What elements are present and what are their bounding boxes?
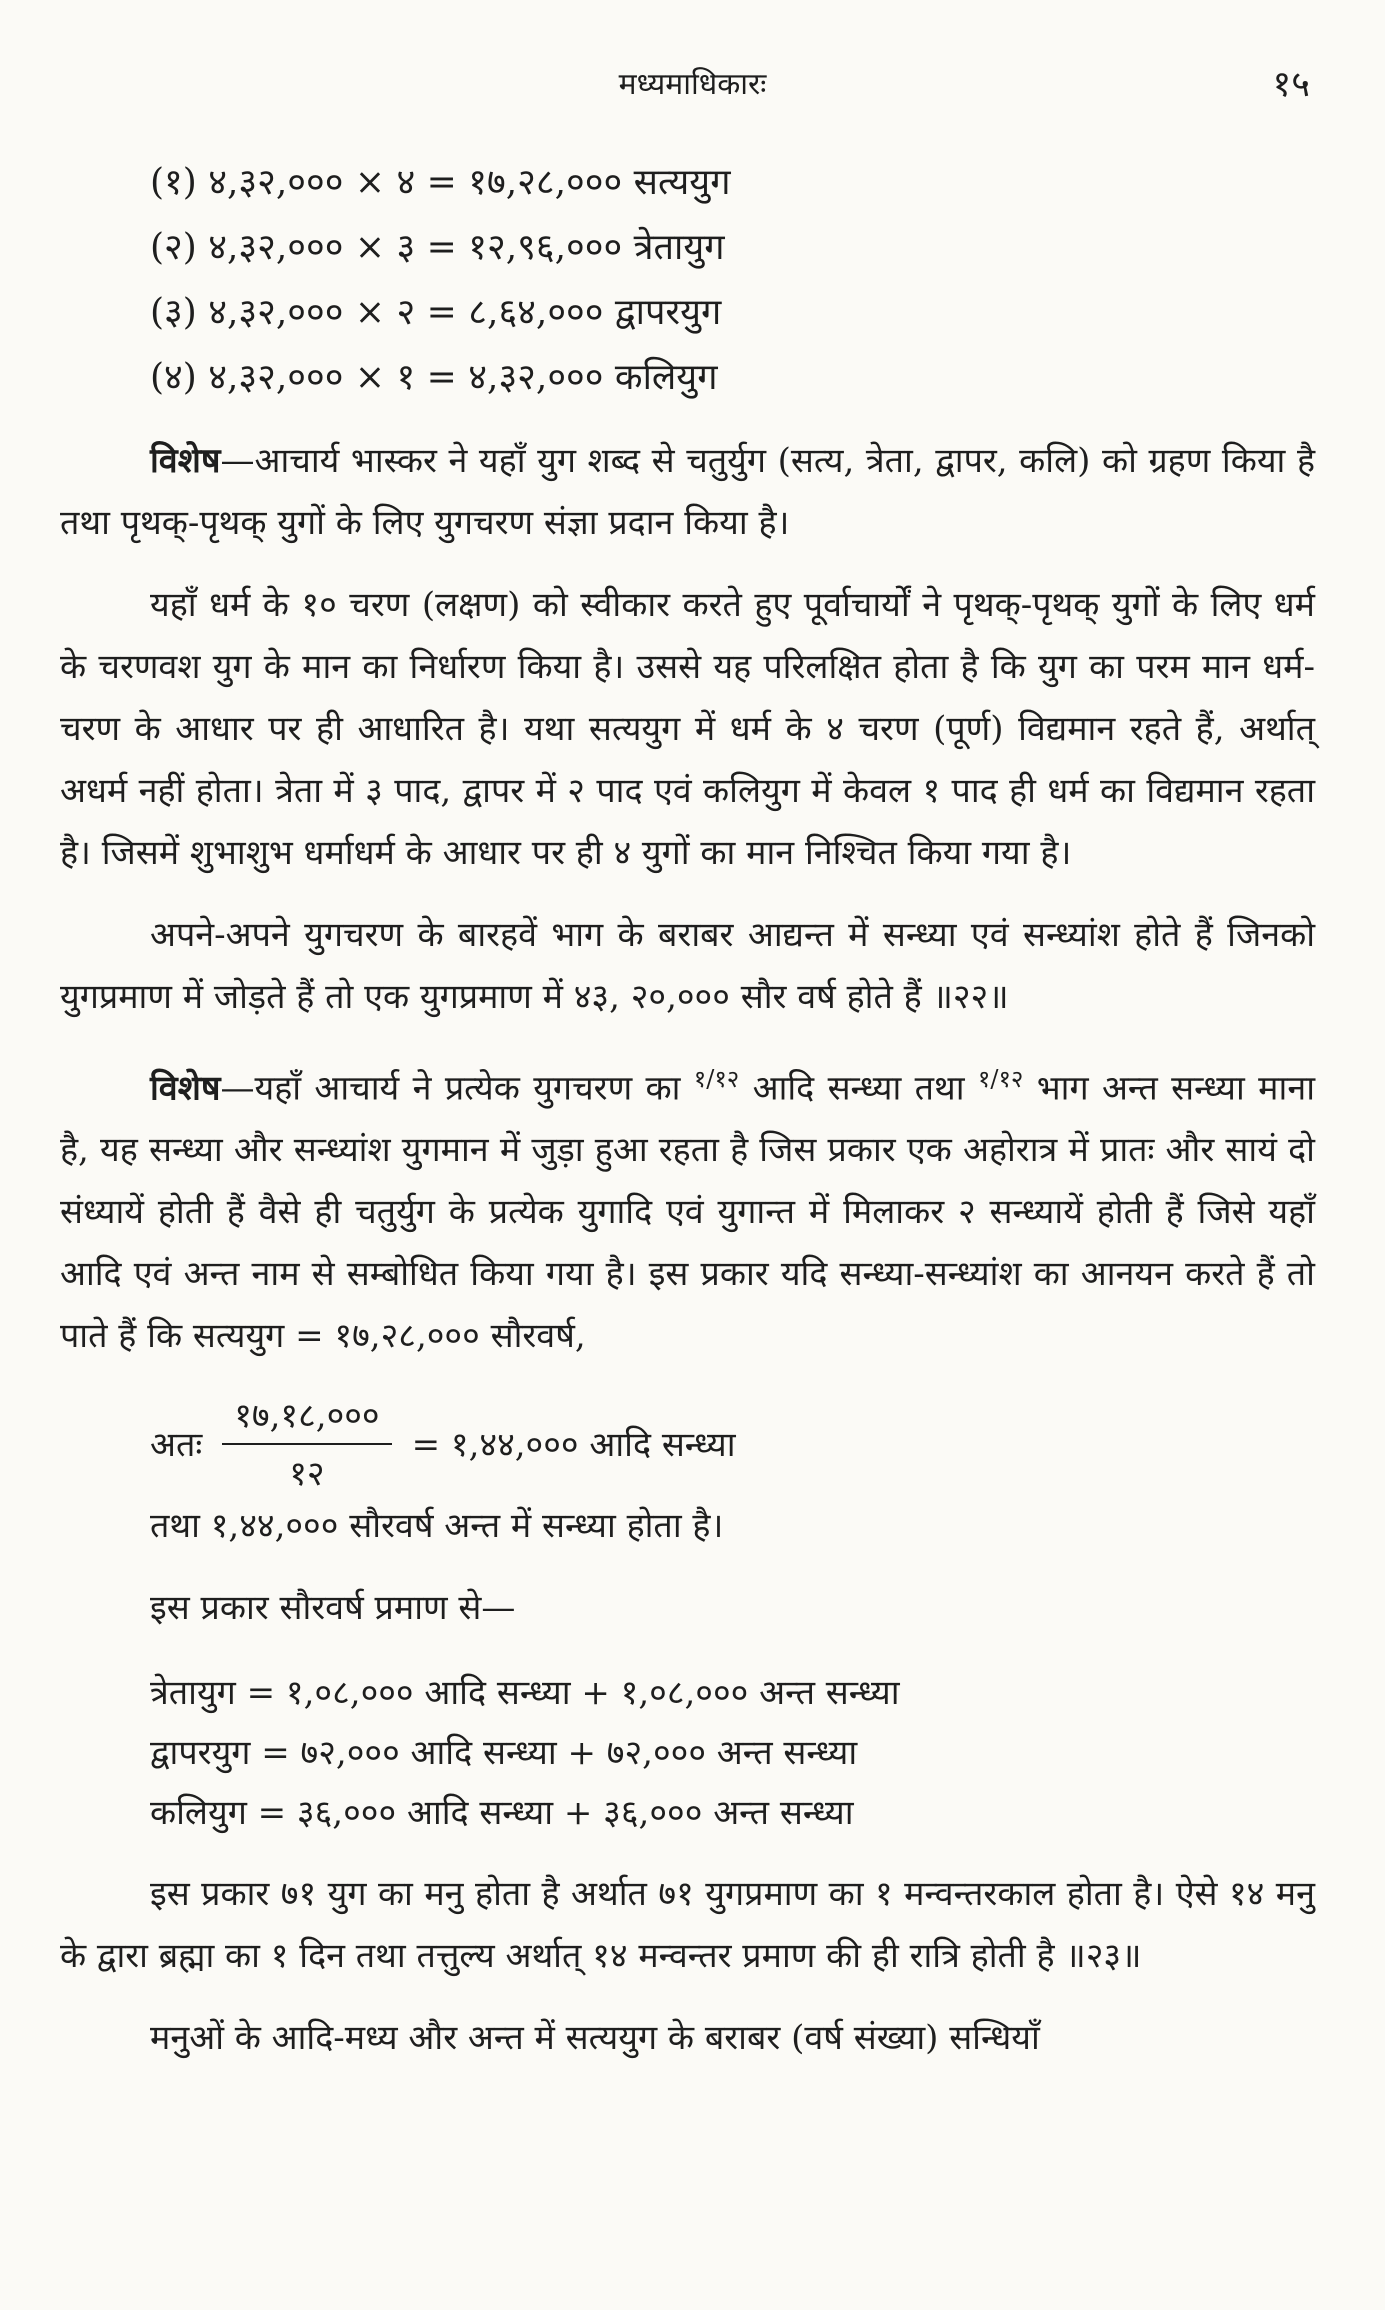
equation-line: (४) ४,३२,००० × १ = ४,३२,००० कलियुग [150,357,718,398]
fraction-denominator: १२ [289,1454,325,1495]
fraction-inline: १/१२ [693,1065,740,1093]
fraction-label: अतः [150,1425,203,1466]
paragraph-text: भाग अन्त सन्ध्या माना है, यह सन्ध्या और सन्ध्यांश युगमान में जुड़ा हुआ रहता है जिस प्रकार एक अहोरात्र में प्रातः और सायं दो संध्यायें होती हैं वैसे ही चतुर्युग के प्रत्येक युगादि एवं युगान्त में मिलाकर २ सन्ध्यायें होती हैं जिसे यहाँ आदि एवं अन्त नाम से सम्बोधित किया गया है। इस प्रकार यदि सन्ध्या-सन्ध्यांश का आनयन करते हैं तो पाते हैं कि सत्ययुग = १७,२८,००० सौरवर्ष, [60,1068,1315,1357]
paragraph-sandhya: अपने-अपने युगचरण के बारहवें भाग के बराबर आद्यन्त में सन्ध्या एवं सन्ध्यांश होते हैं जिनको युगप्रमाण में जोड़ते हैं तो एक युगप्रमाण में ४३, २०,००० सौर वर्ष होते हैं ॥२२॥ [60,915,1315,1017]
equation-line: द्वापरयुग = ७२,००० आदि सन्ध्या + ७२,००० अन्त सन्ध्या [150,1733,858,1774]
paragraph-manu: इस प्रकार ७१ युग का मनु होता है अर्थात ७१ युगप्रमाण का १ मन्वन्तरकाल होता है। ऐसे १४ मनु के द्वारा ब्रह्मा का १ दिन तथा तत्तुल्य अर्थात् १४ मन्वन्तर प्रमाण की ही रात्रि होती है ॥२३॥ [60,1874,1315,1977]
yuga-equations [150,150,1315,410]
equation-line: कलियुग = ३६,००० आदि सन्ध्या + ३६,००० अन्त सन्ध्या [150,1793,854,1834]
fraction [222,1391,391,1495]
equation-line: (३) ४,३२,००० × २ = ८,६४,००० द्वापरयुग [150,292,722,333]
equation-line: त्रेतायुग = १,०८,००० आदि सन्ध्या + १,०८,००० अन्त सन्ध्या [150,1673,900,1714]
equation-line: (२) ४,३२,००० × ३ = १२,९६,००० त्रेतायुग [150,227,725,268]
page-content [60,150,1315,2069]
equation-line: (१) ४,३२,००० × ४ = १७,२८,००० सत्ययुग [150,162,731,203]
text-line: तथा १,४४,००० सौरवर्ष अन्त में सन्ध्या होता है। [150,1506,724,1547]
fraction-equation [150,1391,1315,1495]
sandhya-equations [150,1663,1315,1843]
paragraph-text: —यहाँ आचार्य ने प्रत्येक युगचरण का [220,1068,694,1109]
paragraph-sandhi: मनुओं के आदि-मध्य और अन्त में सत्ययुग के बराबर (वर्ष संख्या) सन्धियाँ [150,2018,1040,2059]
page-number: १५ [1272,64,1310,105]
text-line: इस प्रकार सौरवर्ष प्रमाण से— [150,1588,516,1629]
vishesh-label: विशेष [150,441,221,481]
running-title: मध्यमाधिकारः [618,67,767,102]
fraction-inline: १/१२ [977,1065,1024,1093]
paragraph-dharma: यहाँ धर्म के १० चरण (लक्षण) को स्वीकार करते हुए पूर्वाचार्यों ने पृथक्-पृथक् युगों के लिए धर्म के चरणवश युग के मान का निर्धारण किया है। उससे यह परिलक्षित होता है कि युग का परम मान धर्म-चरण के आधार पर ही आधारित है। यथा सत्ययुग में धर्म के ४ चरण (पूर्ण) विद्यमान रहते हैं, अर्थात् अधर्म नहीं होता। त्रेता में ३ पाद, द्वापर में २ पाद एवं कलियुग में केवल १ पाद ही धर्म का विद्यमान रहता है। जिसमें शुभाशुभ धर्माधर्म के आधार पर ही ४ युगों का मान निश्चित किया गया है। [60,585,1315,873]
paragraph-text: आदि सन्ध्या तथा [739,1068,978,1109]
paragraph-text: —आचार्य भास्कर ने यहाँ युग शब्द से चतुर्युग (सत्य, त्रेता, द्वापर, कलि) को ग्रहण किया है तथा पृथक्-पृथक् युगों के लिए युगचरण संज्ञा प्रदान किया है। [60,441,1315,543]
fraction-result: = १,४४,००० आदि सन्ध्या [411,1425,736,1466]
paragraph-vishesh-1 [60,430,1315,554]
vishesh-label: विशेष [150,1068,221,1109]
paragraph-vishesh-2 [60,1048,1315,1367]
page-header [0,62,1385,112]
fraction-numerator: १७,१८,००० [222,1391,391,1445]
